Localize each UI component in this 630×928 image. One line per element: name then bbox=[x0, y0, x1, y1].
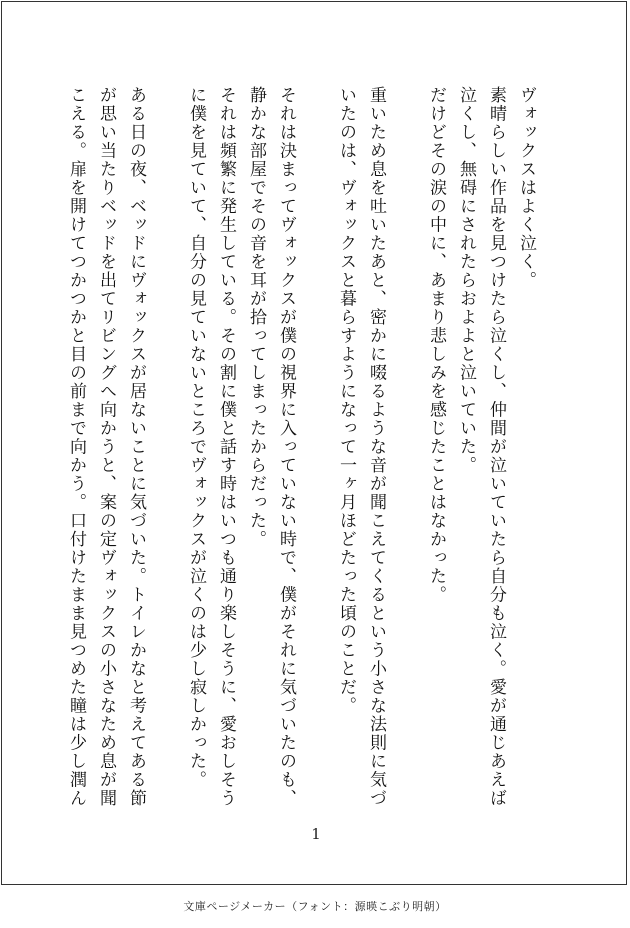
blank-line bbox=[391, 86, 421, 791]
footer-caption: 文庫ページメーカー（フォント：源暎こぶり明朝） bbox=[183, 900, 447, 913]
text-line: ある日の夜、ベッドにヴォックスが居ないことに気づいた。トイレかなと考えてある節 bbox=[126, 86, 146, 808]
blank-line bbox=[301, 86, 331, 791]
text-line: それは決まってヴォックスが僕の視界に入っていない時で、僕がそれに気づいたのも、 bbox=[276, 86, 296, 808]
text-line: こえる。扉を開けてつかつかと目の前まで向かう。口付けたまま見つめた瞳は少し潤ん bbox=[66, 86, 86, 808]
text-line: いたのは、ヴォックスと暮らすようになって一ヶ月ほどたった頃のことだ。 bbox=[336, 86, 356, 715]
text-line: が思い当たりベッドを出てリビングへ向かうと、案の定ヴォックスの小さなため息が聞 bbox=[96, 86, 116, 808]
text-line: 素晴らしい作品を見つけたら泣くし、仲間が泣いていたら自分も泣く。愛が通じあえば bbox=[486, 86, 506, 808]
text-line: 静かな部屋でその音を耳が拾ってしまったからだった。 bbox=[246, 86, 266, 549]
text-line: に僕を見ていて、自分の見ていないところでヴォックスが泣くのは少し寂しかった。 bbox=[186, 86, 206, 789]
page-number: 1 bbox=[311, 825, 321, 843]
blank-line bbox=[151, 86, 181, 791]
text-line: だけどその涙の中に、あまり悲しみを感じたことはなかった。 bbox=[426, 86, 446, 604]
book-page bbox=[1, 1, 627, 885]
text-line: 重いため息を吐いたあと、密かに啜るような音が聞こえてくるという小さな法則に気づ bbox=[366, 86, 386, 808]
text-line: ヴォックスはよく泣く。 bbox=[516, 86, 536, 290]
vertical-text-body bbox=[66, 86, 541, 808]
text-line: 泣くし、無碍にされたらおよよと泣いていた。 bbox=[456, 86, 476, 475]
text-line: それは頻繁に発生している。その割に僕と話す時はいつも通り楽しそうに、愛おしそう bbox=[216, 86, 236, 808]
